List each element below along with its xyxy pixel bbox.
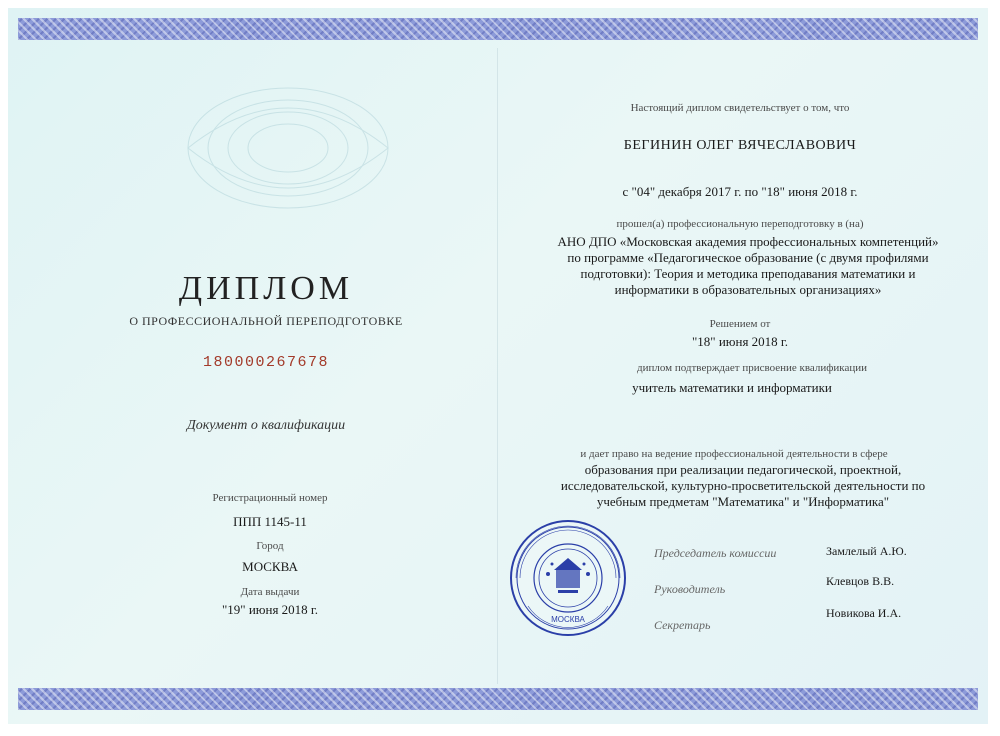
rights-line-3: учебным предметам "Математика" и "Информатика" xyxy=(596,494,890,509)
rights-block xyxy=(528,462,958,510)
bottom-ornament-band xyxy=(18,688,978,710)
qualification-value: учитель математики и информатики xyxy=(632,380,832,395)
decision-label: Решением от xyxy=(709,318,771,330)
program-line-4: информатики в образовательных организациях» xyxy=(614,282,882,297)
study-period: с "04" декабря 2017 г. по "18" июня 2018 г. xyxy=(622,184,858,199)
program-line-3: подготовки): Теория и методика преподавания математики и xyxy=(580,266,916,281)
rights-line-2: исследовательской, культурно-просветительской деятельности по xyxy=(560,478,926,493)
background-guilloche xyxy=(178,68,398,228)
city-label: Город xyxy=(256,540,284,552)
signature-name-secretary: Новикова И.А. xyxy=(826,606,902,620)
diploma-sheet xyxy=(8,8,988,724)
diploma-title: ДИПЛОМ xyxy=(178,270,354,307)
person-name: БЕГИНИН ОЛЕГ ВЯЧЕСЛАВОВИЧ xyxy=(623,138,857,153)
signature-role-secretary: Секретарь xyxy=(654,618,711,632)
program-block xyxy=(528,234,968,298)
signature-role-chairman: Председатель комиссии xyxy=(654,546,777,560)
top-ornament-band xyxy=(18,18,978,40)
program-line-1: АНО ДПО «Московская академия профессиональных компетенций» xyxy=(557,234,939,249)
official-seal xyxy=(508,518,628,638)
registration-number: ППП 1145-11 xyxy=(233,514,307,529)
passed-training-text: прошел(а) профессиональную переподготовку в (на) xyxy=(616,218,864,230)
registration-label: Регистрационный номер xyxy=(212,492,328,504)
decision-date: "18" июня 2018 г. xyxy=(691,334,789,349)
diploma-number: 180000267678 xyxy=(202,354,330,371)
rights-line-1: образования при реализации педагогической, проектной, xyxy=(584,462,902,477)
intro-text: Настоящий диплом свидетельствует о том, что xyxy=(630,102,850,114)
city-value: МОСКВА xyxy=(242,559,298,574)
program-line-2: по программе «Педагогическое образование (с двумя профилями xyxy=(567,250,929,265)
seal-city-text: МОСКВА xyxy=(551,615,585,624)
signature-name-chairman: Замлелый А.Ю. xyxy=(826,544,907,558)
issue-date-label: Дата выдачи xyxy=(240,586,300,598)
signature-name-head: Клевцов В.В. xyxy=(826,574,895,588)
qualification-confirm-text: диплом подтверждает присвоение квалификации xyxy=(636,362,868,374)
diploma-subtitle: О ПРОФЕССИОНАЛЬНОЙ ПЕРЕПОДГОТОВКЕ xyxy=(129,314,403,328)
document-type: Документ о квалификации xyxy=(186,418,346,433)
signature-role-head: Руководитель xyxy=(654,582,726,596)
rights-intro-text: и дает право на ведение профессиональной деятельности в сфере xyxy=(580,448,888,460)
fold-line xyxy=(497,48,498,684)
issue-date-value: "19" июня 2018 г. xyxy=(221,602,319,617)
